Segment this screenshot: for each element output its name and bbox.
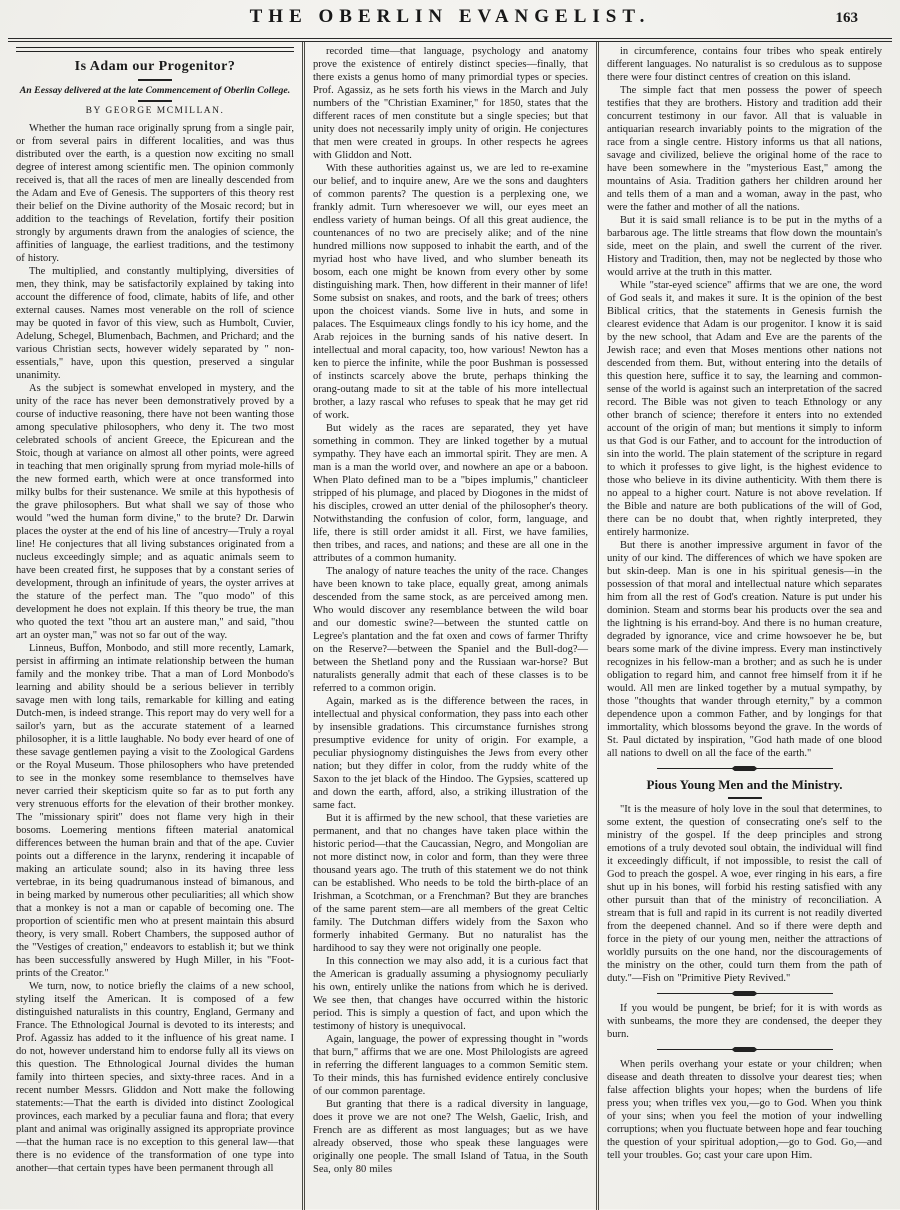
filler-divider-1 xyxy=(657,993,833,994)
paragraph: But it is said small reliance is to be put in the myths of a barbarous age. The little streams that flow down the mountain's side, meet on the plain, and swell the current of the river. History and Tradition, then, may not be neglected by those who would arrive at the truth in this matter. xyxy=(607,215,882,278)
title-separator xyxy=(138,79,172,81)
paragraph: But it is affirmed by the new school, that these varieties are permanent, and that no changes have taken place within the historic period—that the Caucassian, Negro, and Mongolian are not more distinct now, in color and form, than they were three thousand years ago. The truth of this statement we do not think can be established. Who needs to be told the birth-place of an Irishman, a Scotchman, or a Frenchman? But they are branches of the same parent stem—are all members of the great Celtic family. The Dutchman differs widely from the Saxon who formerly inhabited Germany. But no naturalist has the hardihood to say they were not originally one people. xyxy=(313,813,588,954)
column-2-body xyxy=(313,45,588,1176)
filler-perils: When perils overhang your estate or your children; when disease and death threaten to dissolve your dearest ties; when false affection blights your hopes; when the burdens of life press you; when trifles vex you,—go to God. When you think of your sins; when you feel the motion of your indwelling corruptions; when you fluctuate between hope and fear touching the question of your spiritual adoption,—go to God. Go,—and tell your troubles. Go; cast your care upon Him. xyxy=(607,1059,882,1161)
subtitle-separator xyxy=(138,100,172,102)
paragraph: We turn, now, to notice briefly the claims of a new school, styling itself the American. It is composed of a few distinguished naturalists in this country, England, Germany and France. The Ethnological Journal is devoted to its interests; and Prof. Agassiz has added to it the influence of his great name. I do not, however understand him to endorse fully all its views on this question. The Ethnological Journal divides the human family into thirteen species, and sixty-three races. And in a recent number Messrs. Gliddon and Nott make the following statements:—That the earth is divided into distinct Zoological provinces, each marked by a peculiar fauna and flora; that every plant and animal was originally assigned its appropriate province—that the human race is no exception to this general law—that there is no evidence of the transformation of one type into another—that certain types have been permanent through all xyxy=(16,981,294,1174)
page-header xyxy=(8,4,892,36)
article-byline: BY GEORGE MCMILLAN. xyxy=(85,106,225,116)
column-3 xyxy=(596,42,890,1210)
paragraph: Linneus, Buffon, Monbodo, and still more recently, Lamark, persist in affirming an intimate relationship between the human family and the monkey tribe. That a man of Lord Monbodo's learning and ability should be a serious believer in terribly savage men with long tails, remarkable for killing and eating Dutch-men, is indeed strange. This report may do very well for a sailor's yarn, but as the accurate statement of a learned philosopher, it is a little laughable. No body ever heard of one of these savage gentlemen paying a visit to the Zoological Gardens or the Royal Museum. Those philosophers who have pretended to see in the monkey some resemblance to themselves have never carried their skepticism quite so far as to put forth any very strenuous efforts for the elevation of their brother monkey. The "missionary spirit" does not flame very high in their bosoms. Loemering mentions fifteen material anatomical differences between the human brain and that of the ape. Cuvier points out a difference in the larynx, rendering it incapable of making an articulate sound; also in its having three less vertebrae, in its being quadrumanous instead of bimanous, and in being marked by numerous other peculiarities; all which show that a monkey is not a man or capable of becoming one. The proportion of scientific men who at present maintain this absurd theory, is very small. Robert Chambers, the supposed author of the "Vestiges of creation," endeavors to establish it; but we think has been successfully answered by Hugh Miller, in his "Foot-prints of the Creator." xyxy=(16,643,294,979)
article-title: Is Adam our Progenitor? xyxy=(74,59,236,74)
column-2 xyxy=(302,42,596,1210)
section-title-separator xyxy=(728,797,762,799)
filler-pungent: If you would be pungent, be brief; for it is with words as with sunbeams, the more they are condensed, the deeper they burn. xyxy=(607,1003,882,1040)
page-number: 163 xyxy=(835,10,858,26)
column-1-body xyxy=(16,122,294,1175)
filler-divider-2 xyxy=(657,1049,833,1050)
column-layout xyxy=(8,42,892,1210)
section-title-ministry: Pious Young Men and the Ministry. xyxy=(646,777,843,792)
article-top-rule xyxy=(16,47,294,52)
paragraph: Whether the human race originally sprung from a single pair, or from several pairs in different localities, and was thus distributed over the earth, is a question now exciting no small degree of interest among scientific men. The opinion commonly received is, that all the races of men are lineally descended from the Adam and Eve of Genesis. The supporters of this theory rest their belief on the Divine authority of the Mosaic record; but in addition to the teachings of Revelation, fortify their position strongly by arguments drawn from the analogies of science, the affinities of language, the earliest traditions, and the testimony of history. xyxy=(16,123,294,264)
section-divider xyxy=(657,768,833,769)
paragraph: But there is another impressive argument in favor of the unity of our kind. The differences of which we have spoken are but skin-deep. Man is one in his spiritual genesis—in the possession of that moral and intellectual nature which separates him from all the rest of God's creation. Nature is put under his dominion. Steam and storms bear his products over the sea and the lightning is his errand-boy. And there is no human creature, degraded by ignorance, vice and crime howsoever he be, but bears some mark of the divine impress. Every man instinctively recognizes in his fellow-man a brother; and as such he is under obligation to regard him, and cannot free himself from it if he would. All men are linked together by a mutual sympathy, by those "thoughts that wander through eternity," by a common dependence upon a common Father, and by longings for that immortality, which blossoms beyond the grave. In the words of St. Paul dictated by inspiration, "God hath made of one blood all nations to dwell on all the face of the earth." xyxy=(607,540,882,759)
paragraph: In this connection we may also add, it is a curious fact that the American is gradually assuming a physiognomy peculiarly his own, entirely unlike the nations from which he is derived. We see then, that changes have occurred within the historic period. This is simply a question of fact, and upon which the testimony of history is unequivocal. xyxy=(313,956,588,1032)
paragraph: As the subject is somewhat enveloped in mystery, and the unity of the race has never been demonstratively proved by a course of inductive reasoning, there have not been wanting those among speculative philosophers, who deny it. The two most celebrated schools of ancient Greece, the Epicurean and the Stoic, though at variance on almost all other points, were agreed in teaching that men originally sprung from myriad mole-hills of the new formed earth, which were at once transformed into milky bulbs for their sustenance. We smile at this hypothesis of the grave philosophers. But what shall we say of those who would "wed the human form divine," to the brute? Dr. Darwin places the oyster at the end of his line of ancestry—Truly a royal line! He conjectures that all living substances originated from a nucleus exceedingly simple; and as aquatic animals seem to have been created first, he supposes that by a constant series of development, through an infinitude of years, the oyster arrives at the stature of the perfect man. The "quo modo" of this development he does not explain. If this theory be true, the man who quoted the text "thou art an austere man," and said, "thou art an oyster man," was not so far out of the way. xyxy=(16,383,294,641)
column-1 xyxy=(8,42,302,1210)
paragraph: But granting that there is a radical diversity in language, does it prove we are not one? The Welsh, Gaelic, Irish, and French are as different as most languages; but as we have already observed, those who speak these languages were originally one people. The small Island of Tatua, in the South Sea, only 80 miles xyxy=(313,1099,588,1175)
paragraph: Again, language, the power of expressing thought in "words that burn," affirms that we are one. Most Philologists are agreed in referring the different languages to a common Semitic stem. To their minds, this has furnished evidence entirely conclusive of our common parentage. xyxy=(313,1034,588,1097)
paragraph: recorded time—that language, psychology and anatomy prove the existence of entirely distinct species—finally, that there exists a genus homo of many primordial types or species. Prof. Agassiz, as he sets forth his views in the March and July numbers of the "Christian Examiner," for 1850, states that the different races of men constitute but a single species; but that unity does not necessarily imply unity of origin. He conjectures that men were created in groups. In other respects he agrees with Gliddon and Nott. xyxy=(313,46,588,161)
paragraph: The simple fact that men possess the power of speech testifies that they are brothers. History and tradition add their concurrent testimony in our favor. All that is valuable in antiquarian research invariably points to the migration of the race from a single centre. History informs us that all nations, savage and civilized, believe the original home of the race to have been somewhere in the "mysterious East," among the mountains of Asia. Tradition gathers her children around her and tells them of a man and a woman, away in the past, who were the father and mother of all the nations. xyxy=(607,85,882,213)
paragraph: The analogy of nature teaches the unity of the race. Changes have been known to take place, equally great, among animals descended from the same stock, as are perceived among men. Who would discover any resemblance between the wild boar and our domestic swine?—between the stunted cattle on Legree's plantation and the fat oxen and cows of farmer Thrifty on the Reserve?—between the Spaniel and the Bull-dog?—between the Shetland pony and the Russiaan war-horse? But naturalists generally admit that each of these classes is to be referred to a common origin. xyxy=(313,566,588,694)
paragraph: With these authorities against us, we are led to re-examine our belief, and to inquire anew, Are we the sons and daughters of common parents? The question is a perplexing one, we frankly admit. Turn wheresoever we will, our eyes meet an endless variety of human beings. Of all this great audience, the countenances of no two are precisely alike; and of the nine hundred millions now supposed to inhabit the earth, and of the myriad host who have lived, and who slumber beneath its bosom, each one might be known from every other by some distinguishing mark. Then, how different in their manner of life! Some subsist on snakes, and roots, and the bark of trees; others upon the choicest viands. Some live in huts, and some in palaces. The Esquimeaux clings fondly to his icy home, and the Arab rejoices in the burning sands of his native desert. In intellectual and moral capacity, too, how various! Newton has a ken to pierce the infinite, while the poor Bushman is possessed of instincts scarcely above the brute, perhaps thinking the orang-outang made to sit at the table of his more intellectual brother, a lazy rascal who refuses to speak that he may get rid of work. xyxy=(313,163,589,421)
paragraph: While "star-eyed science" affirms that we are one, the word of God seals it, and makes it sure. It is the opinion of the best Biblical critics, that the statements in Genesis furnish the clearest evidence that Adam is our progenitor. I know it is said by the new school, that Adam and Eve are the parents of the Jewish race; and even that Moses mentions other nations not descended from them. But, without entering into the details of this question here, suffice it to say, the learning and common-sense of the world is against such an interpretation of the sacred record. The Bible was not given to teach Ethnology or any other branch of science; therefore it enters into no extended account of the origin of man; but mentions it simply to inform us that God is our Father, and to account for the introduction of sin into the world. The plain statement of the scripture in regard to which it professes to give light, is the highest evidence to those who believe in its divine authenticity. With them there is no appeal to a higher court. Nature is not above revelation. If the Bible and nature are both publications of the will of God, there can be no doubt that, when rightly interpreted, they entirely harmonize. xyxy=(607,280,882,538)
paragraph: Again, marked as is the difference between the races, in intellectual and physical conformation, they pass into each other by insensible gradations. This circumstance furnishes strong presumptive evidence for unity of origin. For example, a peculiar physiognomy distinguishes the Jews from every other nation; but they differ in color, from the ruddy white of the Saxon to the jet black of the Hindoo. The Gypsies, scattered up and down the earth, afford, also, a striking illustration of the same fact. xyxy=(313,696,588,811)
article-subtitle: An Eessay delivered at the late Commencement of Oberlin College. xyxy=(19,85,291,96)
paragraph: "It is the measure of holy love in the soul that determines, to some extent, the question of consecrating one's self to the ministry of the gospel. If the deep principles and strong emotions of a truly devoted soul obtain, the individual will find it exceedingly difficult, if not impossible, to resist the call of God to preach the gospel. A woe, ever ringing in his ears, a fire shut up in his bones, will forbid his resting satisfied with any other pursuit than that of the ministry of reconciliation. A stream that is full and rapid in its current is not readily diverted from the deepened channel. And so if there were depth and force in the piety of our young men, neither the attractions of worldly pursuits on the one hand, nor the discouragements of the ministry on the other, could turn them from the path of duty."—Fish on "Primitive Piety Revived." xyxy=(607,804,882,984)
masthead-title: THE OBERLIN EVANGELIST. xyxy=(249,6,651,27)
column-3-body xyxy=(607,45,882,760)
ministry-body xyxy=(607,803,882,985)
paragraph: in circumference, contains four tribes who speak entirely different languages. No naturalist is so credulous as to suppose there were four distinct centres of creation on this island. xyxy=(607,46,882,83)
paragraph: The multiplied, and constantly multiplying, diversities of men, they think, may be satisfactorily explained by taking into account the difference of food, climate, habits of life, and other external causes. Names most venerable on the roll of science may be quoted in favor of this view, such as Humbolt, Cuvier, Adelung, Schegel, Blumenbach, Bachmen, and Prichard; and the various Christian sects, however widely separated by " non-essentials," have, upon this question, preserved a singular unanimity. xyxy=(16,266,294,381)
paragraph: But widely as the races are separated, they yet have something in common. They are linked together by a mutual sympathy. They have each an immortal spirit. They are men. A man is a man the world over, and nowhere an ape or a baboon. When Plato defined man to be a "bipes implumis," chanticleer stripped of his plumage, and placed by Diogones in the midst of his disciples, crowed an utter denial of the philosopher's theory. Notwithstanding the confusion of color, form, language, and life, there is still order amidst it all. First, we have families, then tribes, and races, and nations; and these are all one in the attributes of a common humanity. xyxy=(313,423,588,564)
